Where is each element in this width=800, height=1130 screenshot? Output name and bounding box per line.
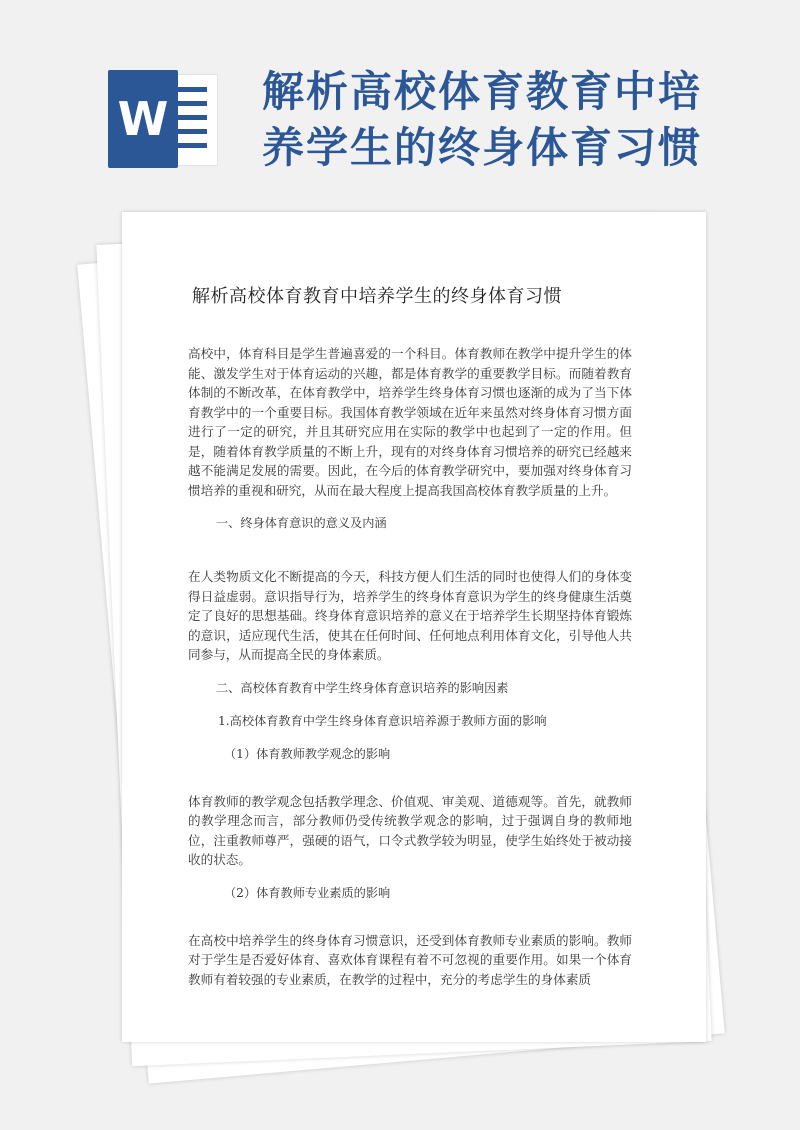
subsection-heading-teacher: 1.高校体育教育中学生终身体育意识培养源于教师方面的影响	[218, 713, 547, 728]
section-heading-2: 二、高校体育教育中学生终身体育意识培养的影响因素	[216, 680, 509, 695]
paragraph-intro: 高校中，体育科目是学生普遍喜爱的一个科目。体育教师在教学中提升学生的体能、激发学生对于体育运动的兴趣，都是体育教学的重要教学目标。而随着教育体制的不断改革，在体育教学中，培养学生终身体育习惯也逐渐的成为了当下体育教学中的一个重要目标。我国体育教学领域在近年来虽然对终身体育习惯方面进行了一定的研究，并且其研究应用在实际的教学中也起到了一定的作用。但是，随着体育教学质量的不断上升，现有的对终身体育习惯培养的研究已经越来越不能满足发展的需要。因此，在今后的体育教学研究中，要加强对终身体育习惯培养的重视和研究，从而在最大程度上提高我国高校体育教学质量的上升。	[188, 346, 632, 498]
subsection-heading-teaching-concept: （1）体育教师教学观念的影响	[224, 746, 391, 761]
paragraph-teaching-concept: 体育教师的教学观念包括教学理念、价值观、审美观、道德观等。首先，就教师的教学理念而言，部分教师仍受传统教学观念的影响，过于强调自身的教师地位，注重教师尊严，强硬的语气，口令式教学较为明显，使学生始终处于被动接收的状态。	[188, 793, 632, 867]
section-heading-1: 一、终身体育意识的意义及内涵	[216, 516, 387, 530]
document-title: 解析高校体育教育中培养学生的终身体育习惯	[192, 286, 562, 307]
document-page	[122, 212, 706, 1042]
banner-title: 解析高校体育教育中培 养学生的终身体育习惯	[262, 67, 703, 172]
document-body	[188, 344, 632, 989]
banner-header	[0, 0, 800, 200]
paragraph-meaning: 在人类物质文化不断提高的今天，科技方便人们生活的同时也使得人们的身体变得日益虚弱。意识指导行为，培养学生的终身体育意识为学生的终身健康生活奠定了良好的思想基础。终身体育意识培养的意义在于培养学生长期坚持体育锻炼的意识，适应现代生活，使其在任何时间、任何地点利用体育文化，引导他人共同参与，从而提高全民的身体素质。	[188, 569, 632, 662]
paragraph-professional-quality: 在高校中培养学生的终身体育习惯意识，还受到体育教师专业素质的影响。教师对于学生是否爱好体育、喜欢体育课程有着不可忽视的重要作用。如果一个体育教师有着较强的专业素质，在教学的过程中，充分的考虑学生的身体素质	[188, 932, 632, 987]
subsection-heading-professional-quality: （2）体育教师专业素质的影响	[224, 885, 391, 900]
word-document-icon	[108, 70, 220, 168]
word-letter-badge: W	[108, 70, 178, 168]
